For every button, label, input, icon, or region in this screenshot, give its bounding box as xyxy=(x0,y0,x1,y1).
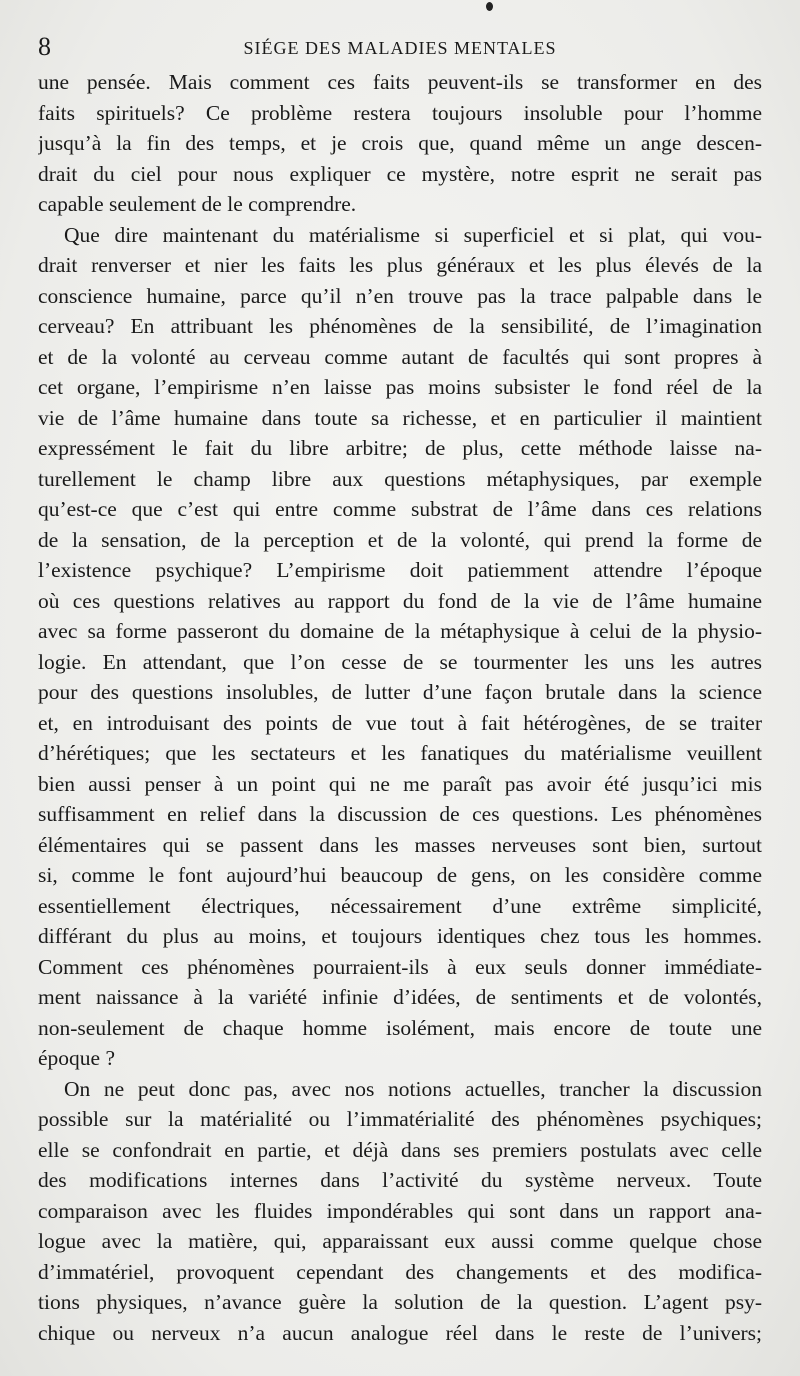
text-line: d’hérétiques; que les sectateurs et les fanatiques du matérialisme veuillent xyxy=(38,741,762,765)
page-number: 8 xyxy=(38,32,51,61)
text-line: et, en introduisant des points de vue tout à fait hétérogènes, de se traiter xyxy=(38,710,762,735)
text-line: tions physiques, n’avance guère la solution de la question. L’agent psy- xyxy=(38,1290,762,1314)
text-line: bien aussi penser à un point qui ne me paraît pas avoir été jusqu’ici mis xyxy=(38,771,762,796)
text-line: des modifications internes dans l’activité du système nerveux. Toute xyxy=(38,1168,762,1192)
text-line: une pensée. Mais comment ces faits peuvent-ils se transformer en des xyxy=(38,70,762,94)
body-text xyxy=(38,67,762,1348)
text-line: élémentaires qui se passent dans les masses nerveuses sont bien, surtout xyxy=(38,832,762,857)
text-line: expressément le fait du libre arbitre; de plus, cette méthode laisse na- xyxy=(38,436,762,460)
text-line: chique ou nerveux n’a aucun analogue réel dans le reste de l’univers; xyxy=(38,1320,762,1345)
text-line: drait renverser et nier les faits les plus généraux et les plus élevés de la xyxy=(38,253,762,277)
text-line: faits spirituels? Ce problème restera toujours insoluble pour l’homme xyxy=(38,100,762,125)
text-line: capable seulement de le comprendre. xyxy=(38,192,357,216)
text-line: de la sensation, de la perception et de la volonté, qui prend la forme de xyxy=(38,527,762,552)
text-line: qu’est-ce que c’est qui entre comme substrat de l’âme dans ces relations xyxy=(38,497,762,521)
text-line: turellement le champ libre aux questions métaphysiques, par exemple xyxy=(38,466,762,491)
text-line: et de la volonté au cerveau comme autant de facultés qui sont propres à xyxy=(38,344,762,369)
text-line: d’immatériel, provoquent cependant des changements et des modifica- xyxy=(38,1259,762,1284)
text-line: elle se confondrait en partie, et déjà dans ses premiers postulats avec celle xyxy=(38,1137,762,1162)
text-line: cet organe, l’empirisme n’en laisse pas moins subsister le fond réel de la xyxy=(38,375,762,399)
text-line: logue avec la matière, qui, apparaissant eux aussi comme quelque chose xyxy=(38,1229,762,1253)
text-line: Que dire maintenant du matérialisme si superficiel et si plat, qui vou- xyxy=(64,222,762,247)
text-line: non-seulement de chaque homme isolément, mais encore de toute une xyxy=(38,1015,762,1040)
text-line: si, comme le font aujourd’hui beaucoup de gens, on les considère comme xyxy=(38,863,762,887)
text-line: essentiellement électriques, nécessairement d’une extrême simplicité, xyxy=(38,893,762,918)
running-head: SIÉGE DES MALADIES MENTALES xyxy=(243,38,557,58)
text-line: conscience humaine, parce qu’il n’en trouve pas la trace palpable dans le xyxy=(38,283,762,308)
text-line: où ces questions relatives au rapport du fond de la vie de l’âme humaine xyxy=(38,588,762,613)
text-line: Comment ces phénomènes pourraient-ils à eux seuls donner immédiate- xyxy=(38,954,762,979)
page-header xyxy=(38,32,762,62)
text-line: cerveau? En attribuant les phénomènes de la sensibilité, de l’imagination xyxy=(38,314,762,338)
text-line: pour des questions insolubles, de lutter d’une façon brutale dans la science xyxy=(38,680,762,704)
text-line: époque ? xyxy=(38,1046,116,1070)
ink-dot xyxy=(486,2,493,11)
text-line: suffisamment en relief dans la discussion de ces questions. Les phénomènes xyxy=(38,802,762,826)
text-line: ment naissance à la variété infinie d’idées, de sentiments et de volontés, xyxy=(38,985,762,1009)
text-line: vie de l’âme humaine dans toute sa richesse, et en particulier il maintient xyxy=(38,405,762,430)
text-line: différant du plus au moins, et toujours identiques chez tous les hommes. xyxy=(38,924,762,948)
text-line: drait du ciel pour nous expliquer ce mystère, notre esprit ne serait pas xyxy=(38,161,762,186)
text-line: comparaison avec les fluides impondérables qui sont dans un rapport ana- xyxy=(38,1198,762,1223)
text-line: l’existence psychique? L’empirisme doit patiemment attendre l’époque xyxy=(38,558,762,582)
text-line: logie. En attendant, que l’on cesse de se tourmenter les uns les autres xyxy=(38,649,762,674)
text-line: jusqu’à la fin des temps, et je crois que, quand même un ange descen- xyxy=(38,131,762,155)
text-line: possible sur la matérialité ou l’immatérialité des phénomènes psychiques; xyxy=(38,1107,762,1131)
text-line: avec sa forme passeront du domaine de la métaphysique à celui de la physio- xyxy=(38,619,762,643)
text-line: On ne peut donc pas, avec nos notions actuelles, trancher la discussion xyxy=(64,1076,762,1101)
